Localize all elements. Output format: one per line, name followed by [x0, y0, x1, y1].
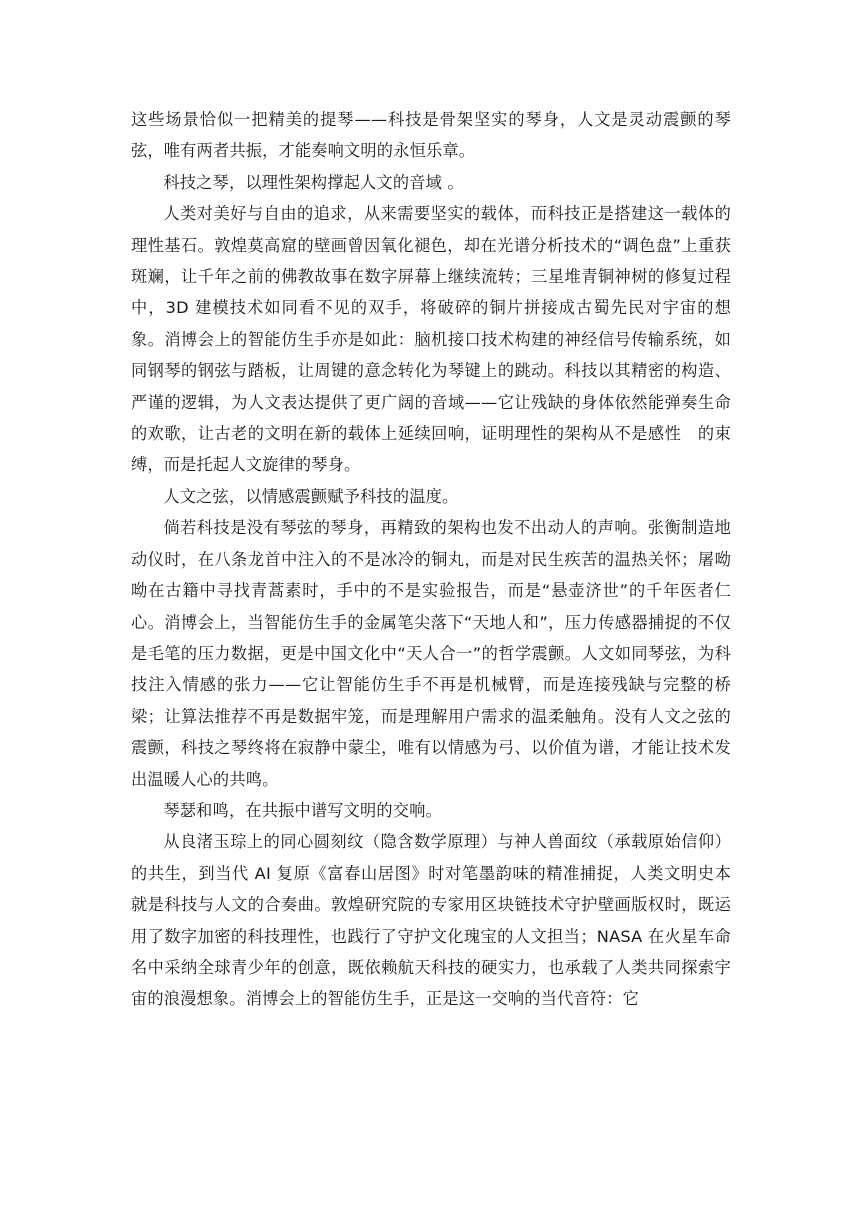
section-heading-tech: 科技之琴，以理性架构撑起人文的音域 。 [163, 172, 464, 192]
section-heading-harmony: 琴瑟和鸣，在共振中谱写文明的交响。 [163, 800, 442, 820]
paragraph-intro: 这些场景恰似一把精美的提琴——科技是骨架坚实的琴身，人文是灵动震颤的琴弦，唯有两者共振，才能奏响文明的永恒乐章。 [131, 110, 731, 161]
paragraph-harmony: 从良渚玉琮上的同心圆刻纹（隐含数学原理）与神人兽面纹（承载原始信仰）的共生，到当代 AI 复原《富春山居图》时对笔墨韵味的精准捕捉，人类文明史本就是科技与人文的合奏曲。敦煌研究院的专家用区块链技术守护壁画版权时，既运用了数字加密的科技理性，也践行了守护文化瑰宝的人文担当；NASA 在火星车命名中采纳全球青少年的创意，既依赖航天科技的硬实力，也承载了人类共同探索宇宙的浪漫想象。消博会上的智能仿生手，正是这一交响的当代音符：它 [131, 832, 731, 1009]
essay-body [131, 104, 731, 1015]
section-heading-humanities: 人文之弦，以情感震颤赋予科技的温度。 [163, 486, 459, 506]
paragraph-humanities: 倘若科技是没有琴弦的琴身，再精致的架构也发不出动人的声响。张衡制造地动仪时，在八条龙首中注入的不是冰冷的铜丸，而是对民生疾苦的温热关怀；屠呦呦在古籍中寻找青蒿素时，手中的不是实验报告，而是“悬壶济世”的千年医者仁心。消博会上，当智能仿生手的金属笔尖落下“天地人和”，压力传感器捕捉的不仅是毛笔的压力数据，更是中国文化中“天人合一”的哲学震颤。人文如同琴弦，为科技注入情感的张力——它让智能仿生手不再是机械臂，而是连接残缺与完整的桥梁；让算法推荐不再是数据牢笼，而是理解用户需求的温柔触角。没有人文之弦的震颤，科技之琴终将在寂静中蒙尘，唯有以情感为弓、以价值为谱，才能让技术发出温暖人心的共鸣。 [131, 518, 731, 789]
paragraph-tech: 人类对美好与自由的追求，从来需要坚实的载体，而科技正是搭建这一载体的理性基石。敦煌莫高窟的壁画曾因氧化褪色，却在光谱分析技术的“调色盘”上重获斑斓，让千年之前的佛教故事在数字屏幕上继续流转；三星堆青铜神树的修复过程中，3D 建模技术如同看不见的双手，将破碎的铜片拼接成古蜀先民对宇宙的想象。消博会上的智能仿生手亦是如此：脑机接口技术构建的神经信号传输系统，如同钢琴的钢弦与踏板，让周键的意念转化为琴键上的跳动。科技以其精密的构造、严谨的逻辑，为人文表达提供了更广阔的音域——它让残缺的身体依然能弹奏生命的欢歌，让古老的文明在新的载体上延续回响，证明理性的架构从不是感性 的束缚，而是托起人文旋律的琴身。 [131, 204, 731, 475]
